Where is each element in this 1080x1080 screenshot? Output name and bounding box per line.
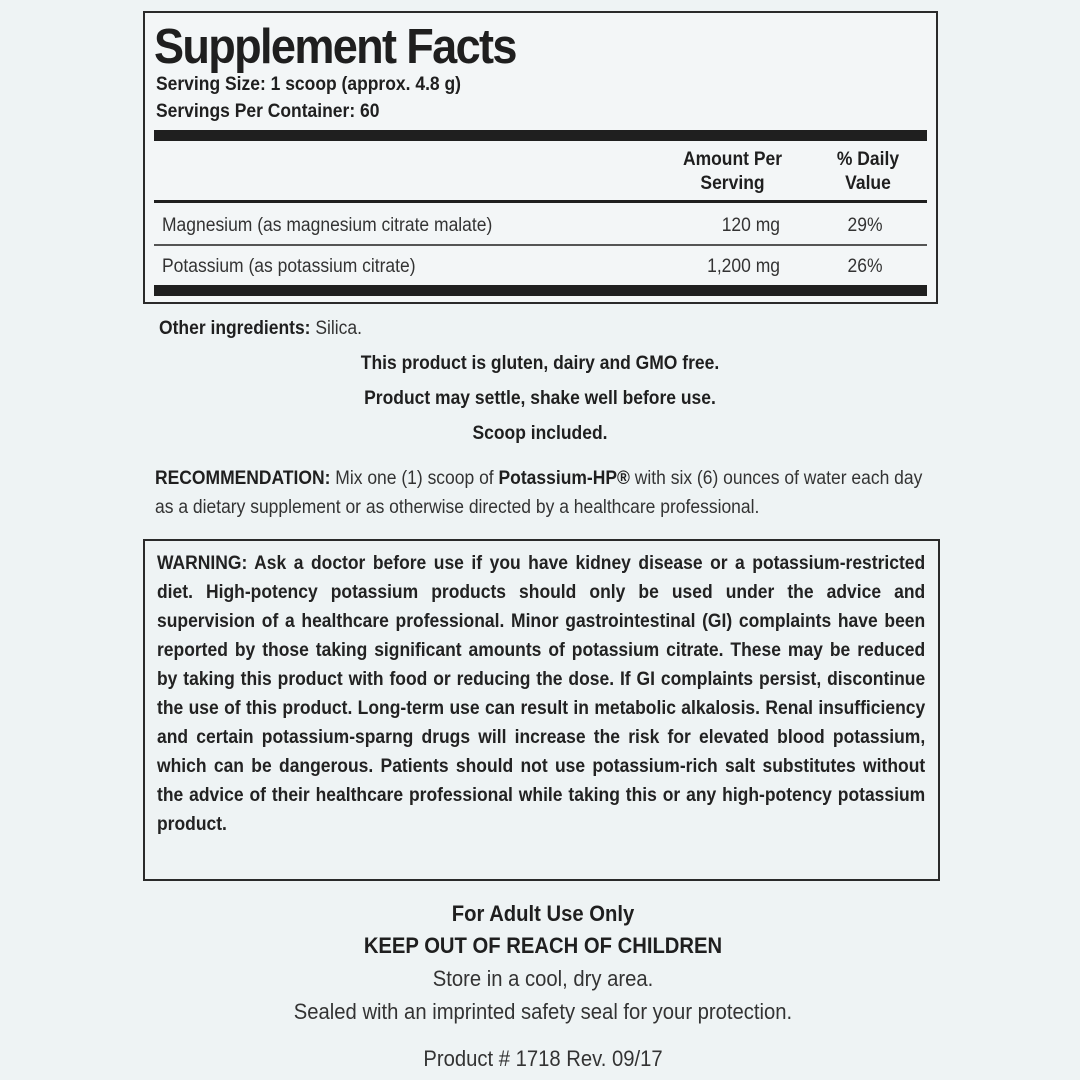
other-ingredients-value: Silica. — [310, 318, 363, 339]
other-ingredients-label: Other ingredients: — [159, 318, 311, 339]
row-divider — [154, 244, 927, 246]
recommendation-pre: Mix one (1) scoop of — [330, 468, 499, 489]
warning-box — [143, 539, 940, 881]
column-header-daily-value — [817, 148, 918, 196]
column-header-amount-line2: Serving — [700, 173, 765, 194]
nutrient-name: Potassium (as potassium citrate) — [162, 256, 416, 277]
header-divider — [154, 200, 927, 203]
thick-divider-top — [154, 130, 927, 141]
other-ingredients — [159, 317, 362, 341]
storage-note: Store in a cool, dry area. — [432, 966, 654, 991]
nutrient-daily-value: 29% — [847, 215, 883, 236]
allergen-note: This product is gluten, dairy and GMO free. — [360, 353, 720, 374]
column-header-dv-line1: % Daily — [836, 149, 900, 170]
shake-note: Product may settle, shake well before use. — [364, 388, 716, 409]
warning-text: WARNING: Ask a doctor before use if you have kidney disease or a potassium-restricted diet. High-potency potassium products should only be used under the advice and supervision of a healthcare professional. Minor gastrointestinal (GI) complaints have been reported by those taking significant amounts of potassium citrate. These may be reduced by taking this product with food or reducing the dose. If GI complaints persist, discontinue the use of this product. Long-term use can result in metabolic alkalosis. Renal insufficiency and certain potassium-sparng drugs will increase the risk for elevated blood potassium, which can be dangerous. Patients should not use potassium-rich salt substitutes without the advice of their healthcare professional while taking this or any high-potency potassium product. — [157, 553, 926, 835]
keep-away-warning: KEEP OUT OF REACH OF CHILDREN — [363, 933, 723, 958]
facts-title: Supplement Facts — [154, 20, 516, 74]
seal-note: Sealed with an imprinted safety seal for your protection. — [293, 999, 793, 1024]
recommendation-post: with six (6) ounces of water each day as a dietary supplement or as otherwise directed by a healthcare professional. — [155, 468, 923, 518]
product-name: Potassium-HP® — [498, 468, 630, 489]
servings-per-container: Servings Per Container: 60 — [156, 101, 380, 122]
nutrient-daily-value: 26% — [847, 256, 883, 277]
nutrient-name: Magnesium (as magnesium citrate malate) — [162, 215, 493, 236]
recommendation-label: RECOMMENDATION: — [155, 468, 331, 489]
product-number: Product # 1718 Rev. 09/17 — [423, 1046, 663, 1071]
scoop-note: Scoop included. — [472, 423, 608, 444]
supplement-facts-panel — [143, 11, 938, 304]
column-header-amount — [670, 148, 794, 196]
nutrient-amount: 1,200 mg — [707, 256, 780, 277]
column-header-amount-line1: Amount Per — [682, 149, 783, 170]
column-header-dv-line2: Value — [845, 173, 891, 194]
thick-divider-bottom — [154, 285, 927, 296]
nutrient-amount: 120 mg — [721, 215, 780, 236]
adult-use-note: For Adult Use Only — [451, 901, 635, 926]
recommendation — [155, 464, 926, 522]
serving-size: Serving Size: 1 scoop (approx. 4.8 g) — [156, 74, 462, 95]
